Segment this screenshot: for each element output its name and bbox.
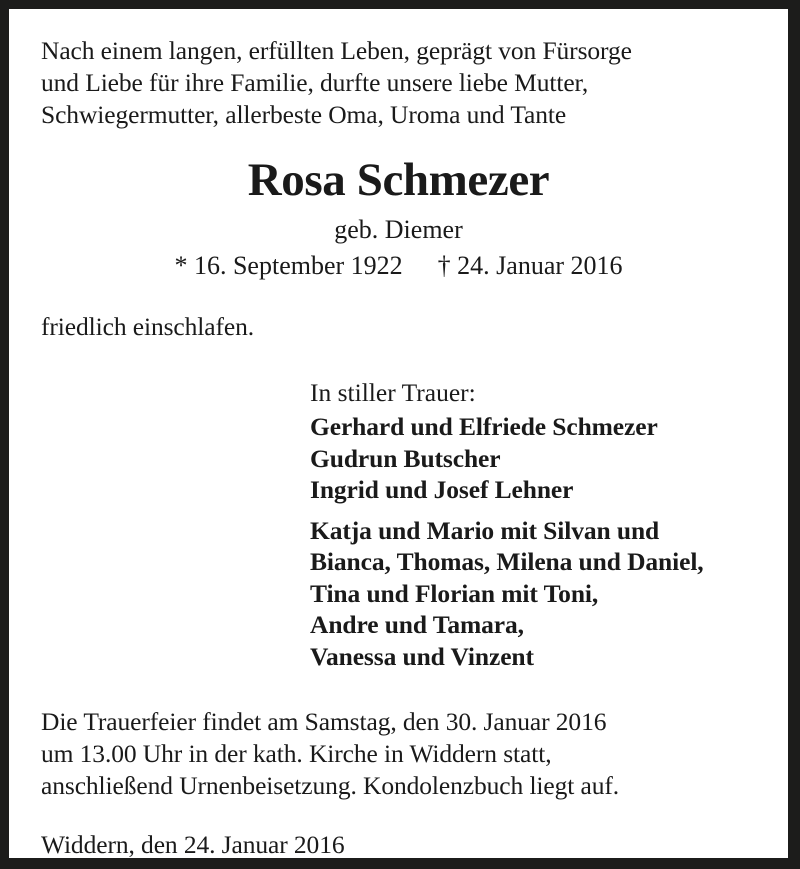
ceremony-line-1: Die Trauerfeier findet am Samstag, den 30. Januar 2016 [41,707,607,736]
passing-line: friedlich einschlafen. [41,312,255,341]
mourner-line: Gerhard und Elfriede Schmezer [310,412,658,441]
intro-line-3: Schwiegermutter, allerbeste Oma, Uroma und Tante [41,100,567,129]
deceased-life-dates [41,249,756,283]
deceased-name-block [41,153,756,283]
birth-date: * 16. September 1922 [174,251,403,280]
ceremony-paragraph [41,706,756,802]
deceased-maiden-name: geb. Diemer [334,215,463,244]
mourner-line: Bianca, Thomas, Milena und Daniel, [310,547,704,576]
ceremony-line-3: anschließend Urnenbeisetzung. Kondolenzbuch liegt auf. [41,771,620,800]
mourner-line: Vanessa und Vinzent [310,641,534,671]
mourner-group [310,515,756,673]
deceased-full-name: Rosa Schmezer [247,154,550,206]
intro-line-2: und Liebe für ihre Familie, durfte unsere liebe Mutter, [41,68,589,97]
mourner-line: Katja und Mario mit Silvan und [310,515,660,545]
obituary-notice-body [9,9,788,858]
mourners-block [310,377,756,672]
mourner-line: Gudrun Butscher [310,443,501,473]
mourner-line: Andre und Tamara, [310,610,524,639]
death-date: † 24. Januar 2016 [437,251,623,280]
place-and-date: Widdern, den 24. Januar 2016 [41,830,345,859]
mourners-heading: In stiller Trauer: [310,378,476,407]
intro-line-1: Nach einem langen, erfüllten Leben, geprägt von Fürsorge [41,36,632,65]
mourner-line: Tina und Florian mit Toni, [310,578,599,608]
mourner-line: Ingrid und Josef Lehner [310,475,574,504]
ceremony-line-2: um 13.00 Uhr in der kath. Kirche in Widdern statt, [41,739,552,768]
mourner-group [310,411,756,506]
intro-paragraph [41,35,756,131]
